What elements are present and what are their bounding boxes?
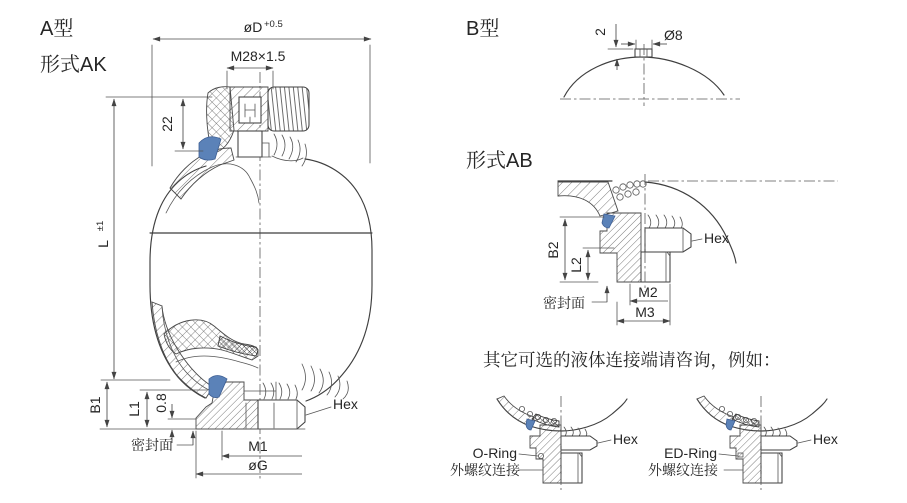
oring-stud	[561, 453, 582, 483]
dim-bottom-thread-label: M1	[248, 438, 268, 454]
edring-thread-label: 外螺纹连接	[648, 462, 718, 478]
ab-seal-face-label: 密封面	[543, 295, 585, 311]
options-heading: 其它可选的液体连接端请咨询，例如：	[483, 350, 781, 370]
dim-length-tol: ±1	[95, 220, 106, 232]
ab-hex-label: Hex	[704, 230, 729, 246]
valve-stem	[238, 131, 262, 157]
type-a-title: A型	[40, 18, 74, 40]
dim-length-label: L	[95, 240, 111, 248]
dim-l2-label: L2	[568, 257, 584, 273]
dim-b1-label: B1	[87, 396, 103, 414]
type-a-hex-label: Hex	[333, 396, 358, 412]
form-ab-title: 形式AB	[466, 150, 533, 172]
dim-valve-height-label: 22	[159, 116, 175, 132]
valve-cap-knurl	[268, 87, 309, 131]
dim-m2-label: M2	[638, 284, 658, 300]
dim-top-thread-label: M28×1.5	[230, 48, 286, 64]
dim-plug-diameter-label: Ø8	[664, 27, 683, 43]
type-b-plug	[635, 49, 652, 57]
edring-label: ED-Ring	[664, 445, 717, 461]
oring-hex-label: Hex	[613, 431, 638, 447]
hex-nut	[258, 400, 305, 429]
oring-label: O-Ring	[472, 445, 517, 461]
dim-m3-label: M3	[635, 304, 655, 320]
seal-face-label: 密封面	[131, 437, 173, 453]
oring-hex-nut	[561, 436, 597, 450]
dim-port-diameter-label: øG	[248, 457, 268, 473]
edring-hex-label: Hex	[813, 431, 838, 447]
dim-l1-label: L1	[126, 401, 142, 417]
dim-lip-label: 0.8	[153, 393, 169, 413]
type-a-form-label: 形式AK	[40, 54, 107, 76]
edring-stud	[761, 453, 782, 483]
dim-b2-label: B2	[545, 241, 561, 259]
edring-hex-nut	[761, 436, 797, 450]
type-b-title: B型	[466, 18, 500, 40]
oring-thread-label: 外螺纹连接	[450, 462, 520, 478]
dim-diameter-tol: +0.5	[264, 19, 283, 30]
dim-diameter-label: øD	[243, 19, 263, 35]
ab-hex-nut	[645, 228, 691, 252]
dim-plug-height-label: 2	[592, 28, 608, 36]
